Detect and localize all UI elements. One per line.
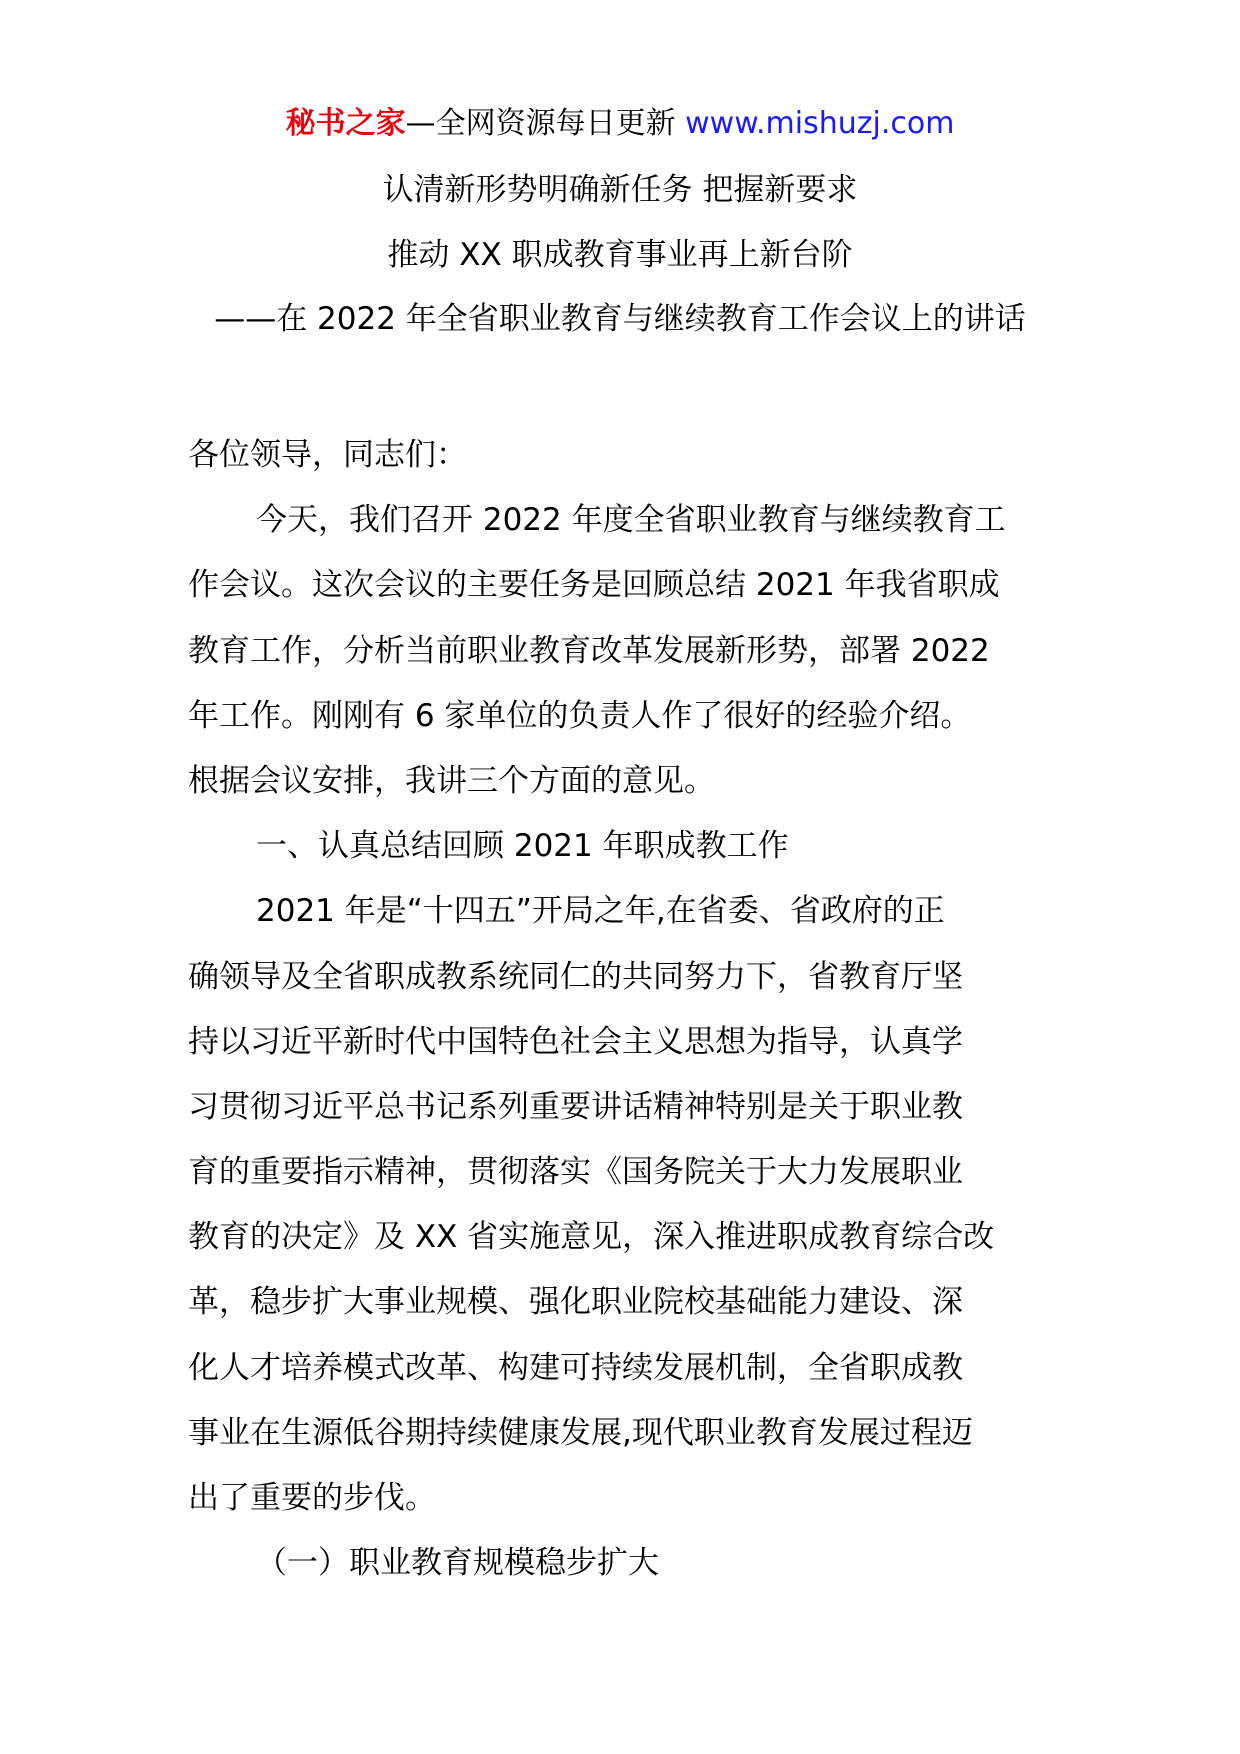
paragraph-line: 习贯彻习近平总书记系列重要讲话精神特别是关于职业教 [188, 1088, 963, 1125]
brand-name: 秘书之家 [285, 106, 406, 141]
section-paragraph [188, 879, 1058, 1531]
paragraph-line: 出了重要的步伐。 [188, 1480, 436, 1516]
paragraph-line: 教育的决定》及 XX 省实施意见，深入推进职成教育综合改 [188, 1219, 995, 1256]
title-line-1: 认清新形势明确新任务 把握新要求 [382, 172, 858, 208]
paragraph-line: 确领导及全省职成教系统同仁的共同努力下，省教育厅坚 [188, 958, 963, 995]
paragraph-line: 事业在生源低谷期持续健康发展,现代职业教育发展过程迈 [188, 1414, 973, 1451]
greeting: 各位领导，同志们： [188, 437, 467, 473]
title-line-2: 推动 XX 职成教育事业再上新台阶 [387, 237, 853, 273]
paragraph-line: 教育工作，分析当前职业教育改革发展新形势，部署 2022 [188, 632, 990, 669]
watermark-header [0, 102, 1240, 146]
paragraph-line: 作会议。这次会议的主要任务是回顾总结 2021 年我省职成 [188, 567, 1000, 604]
paragraph-line: 化人才培养模式改革、构建可持续发展机制，全省职成教 [188, 1349, 963, 1386]
paragraph-line: 育的重要指示精神，贯彻落实《国务院关于大力发展职业 [188, 1154, 963, 1191]
intro-paragraph [188, 488, 1058, 814]
title-subtitle: ——在 2022 年全省职业教育与继续教育工作会议上的讲话 [214, 301, 1026, 337]
paragraph-line: 2021 年是“十四五”开局之年,在省委、省政府的正 [256, 893, 945, 930]
header-tagline: —全网资源每日更新 [405, 106, 686, 141]
section-heading: 一、认真总结回顾 2021 年职成教工作 [256, 828, 789, 865]
site-url-link[interactable]: www.mishuzj.com [685, 106, 955, 141]
subsection-heading: （一）职业教育规模稳步扩大 [256, 1545, 659, 1582]
paragraph-line: 根据会议安排，我讲三个方面的意见。 [188, 762, 715, 799]
speech-body [188, 423, 1058, 1596]
paragraph-line: 持以习近平新时代中国特色社会主义思想为指导，认真学 [188, 1023, 963, 1060]
paragraph-line: 革，稳步扩大事业规模、强化职业院校基础能力建设、深 [188, 1284, 963, 1321]
paragraph-line: 年工作。刚刚有 6 家单位的负责人作了很好的经验介绍。 [188, 697, 972, 734]
paragraph-line: 今天，我们召开 2022 年度全省职业教育与继续教育工 [256, 502, 1006, 539]
